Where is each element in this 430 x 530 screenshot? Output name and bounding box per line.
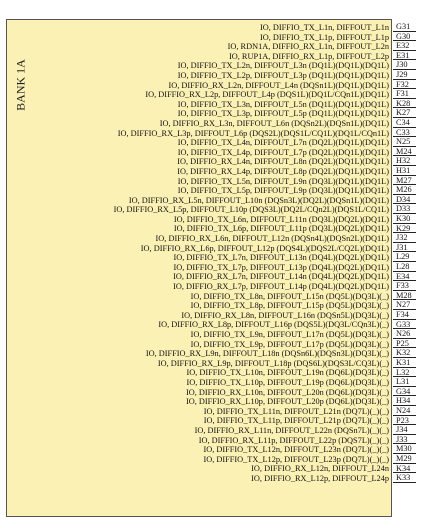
signal-label: IO, DIFFIO_TX_L9n, DIFFOUT_L17n (DQ5L)(DQ3L)(_)	[190, 330, 389, 339]
pin-number: J30	[393, 60, 416, 70]
signal-label: IO, RUP1A, DIFFIO_RX_L1p, DIFFOUT_L2p	[229, 51, 389, 61]
signal-label: IO, DIFFIO_TX_L4n, DIFFOUT_L7n (DQ2L)(DQ1L)(DQ1L)	[177, 138, 389, 148]
pin-number: G33	[393, 320, 416, 330]
signal-label: IO, DIFFIO_TX_L8n, DIFFOUT_L15n (DQ5L)(DQ3L)(_)	[190, 291, 389, 301]
pin-number: G30	[393, 32, 416, 42]
pin-number: K30	[393, 214, 416, 224]
signal-label: IO, DIFFIO_RX_L6n, DIFFOUT_L12n (DQSn4L)(DQSn2L)(DQ1L)	[155, 234, 389, 244]
signal-label: IO, DIFFIO_RX_L12n, DIFFOUT_L24n	[251, 464, 389, 474]
signal-label: IO, DIFFIO_RX_L9n, DIFFOUT_L18n (DQSn6L)(DQSn3L)(DQ3L)(_)	[145, 349, 389, 359]
pin-number: J31	[393, 243, 416, 253]
pin-number: H31	[393, 166, 416, 176]
pin-number: J34	[393, 425, 416, 435]
pin-number: M28	[393, 291, 416, 301]
pin-number: C34	[393, 118, 416, 128]
pin-number: F32	[393, 80, 416, 90]
pin-number: L31	[393, 377, 416, 387]
signal-label: IO, DIFFIO_TX_L7n, DIFFOUT_L13n (DQ4L)(DQ2L)(DQ1L)	[173, 253, 389, 263]
pin-number: H32	[393, 156, 416, 166]
pin-column	[393, 19, 416, 517]
signal-label: IO, DIFFIO_RX_L6p, DIFFOUT_L12p (DQS4L)(DQS2L/CQ2L)(DQ1L)	[140, 243, 389, 253]
pin-number: N27	[393, 300, 416, 310]
signal-label: IO, DIFFIO_TX_L7p, DIFFOUT_L13p (DQ4L)(DQ2L)(DQ1L)	[173, 262, 389, 272]
pin-number: J33	[393, 435, 416, 445]
signal-label: IO, DIFFIO_TX_L1n, DIFFOUT_L1n	[259, 23, 389, 32]
signal-label: IO, DIFFIO_TX_L12p, DIFFOUT_L23p (DQ7L)(_)(_)	[203, 454, 389, 464]
signal-label: IO, DIFFIO_RX_L11n, DIFFOUT_L22n (DQSn7L)(_)(_)	[194, 425, 389, 435]
pin-number: L29	[393, 252, 416, 262]
signal-label: IO, DIFFIO_TX_L11n, DIFFOUT_L21n (DQ7L)(_)(_)	[203, 406, 389, 416]
signal-label: IO, DIFFIO_RX_L7p, DIFFOUT_L14p (DQ4L)(DQ2L)(DQ1L)	[173, 282, 389, 292]
pin-number: M27	[393, 176, 416, 186]
pin-number: J29	[393, 70, 416, 80]
signal-list	[9, 23, 389, 484]
pin-number: F31	[393, 89, 416, 99]
signal-label: IO, DIFFIO_RX_L3n, DIFFOUT_L6n (DQSn2L)(DQSn1L)(DQ1L)	[159, 118, 389, 128]
pin-number: D33	[393, 204, 416, 214]
pin-number: P23	[393, 416, 416, 426]
signal-label: IO, DIFFIO_TX_L6n, DIFFOUT_L11n (DQ3L)(DQ2L)(DQ1L)	[173, 214, 389, 224]
pin-number: C33	[393, 128, 416, 138]
pin-number: M26	[393, 185, 416, 195]
signal-label: IO, DIFFIO_RX_L3p, DIFFOUT_L6p (DQS2L)(DQS1L/CQ1L)(DQ1L/CQn1L)	[117, 128, 389, 138]
pin-number: K29	[393, 224, 416, 234]
pin-number: M29	[393, 454, 416, 464]
signal-label: IO, DIFFIO_RX_L9p, DIFFOUT_L18p (DQS6L)(DQS3L/CQ3L)(_)	[157, 358, 389, 368]
signal-label: IO, DIFFIO_TX_L10n, DIFFOUT_L19n (DQ6L)(DQ3L)(_)	[186, 368, 389, 378]
signal-label: IO, DIFFIO_RX_L10p, DIFFOUT_L20p (DQ6L)(DQ3L)(_)	[185, 397, 389, 407]
signal-label: IO, DIFFIO_TX_L4p, DIFFOUT_L7p (DQ2L)(DQ1L)(DQ1L)	[177, 147, 389, 157]
pin-number: N26	[393, 329, 416, 339]
pin-number: E31	[393, 51, 416, 61]
signal-label: IO, DIFFIO_TX_L6p, DIFFOUT_L11p (DQ3L)(DQ2L)(DQ1L)	[173, 224, 389, 234]
pin-number: G34	[393, 387, 416, 397]
pin-number: D34	[393, 195, 416, 205]
signal-label: IO, DIFFIO_TX_L12n, DIFFOUT_L23n (DQ7L)(_)(_)	[203, 445, 389, 455]
signal-label: IO, DIFFIO_RX_L2n, DIFFOUT_L4n (DQSn1L)(DQ1L)(DQ1L)	[168, 80, 389, 90]
pin-number: N25	[393, 137, 416, 147]
signal-label: IO, DIFFIO_RX_L8p, DIFFOUT_L16p (DQS5L)(DQ3L/CQn3L)(_)	[158, 320, 389, 330]
pin-number: G31	[393, 22, 416, 32]
signal-label: IO, DIFFIO_RX_L5n, DIFFOUT_L10n (DQSn3L)(DQ2L)(DQSn1L)(DQ1L)	[128, 195, 389, 205]
pin-number: M30	[393, 444, 416, 454]
bank-symbol	[6, 19, 392, 517]
pin-number: J32	[393, 233, 416, 243]
signal-label: IO, DIFFIO_RX_L2p, DIFFOUT_L4p (DQS1L)(DQ1L/CQn1L)(DQ1L)	[145, 90, 389, 100]
signal-label: IO, DIFFIO_RX_L12p, DIFFOUT_L24p	[251, 473, 389, 483]
pin-number: L28	[393, 262, 416, 272]
pin-number: P25	[393, 339, 416, 349]
pin-number: N24	[393, 406, 416, 416]
signal-label: IO, DIFFIO_TX_L11p, DIFFOUT_L21p (DQ7L)(_)(_)	[203, 416, 389, 426]
bank-title: BANK 1A	[13, 59, 28, 111]
pin-number: M24	[393, 147, 416, 157]
signal-label: IO, DIFFIO_RX_L11p, DIFFOUT_L22p (DQS7L)(_)(_)	[198, 435, 389, 445]
pin-number: E32	[393, 41, 416, 51]
signal-label: IO, DIFFIO_TX_L5p, DIFFOUT_L9p (DQ3L)(DQ1L)(DQ1L)	[177, 186, 389, 196]
signal-label: IO, DIFFIO_TX_L1p, DIFFOUT_L1p	[259, 32, 389, 42]
pin-number: K34	[393, 464, 416, 474]
pin-number: H34	[393, 396, 416, 406]
pin-number: K28	[393, 99, 416, 109]
pin-number: E34	[393, 272, 416, 282]
signal-label: IO, DIFFIO_RX_L8n, DIFFOUT_L16n (DQSn5L)(DQ3L)(_)	[181, 310, 389, 320]
signal-label: IO, DIFFIO_TX_L5n, DIFFOUT_L9n (DQ3L)(DQ1L)(DQ1L)	[177, 176, 389, 186]
signal-label: IO, DIFFIO_RX_L7n, DIFFOUT_L14n (DQ4L)(DQ2L)(DQ1L)	[173, 272, 389, 282]
pin-number: K32	[393, 348, 416, 358]
signal-label: IO, DIFFIO_TX_L8p, DIFFOUT_L15p (DQ5L)(DQ3L)(_)	[190, 301, 389, 311]
signal-label: IO, DIFFIO_TX_L3n, DIFFOUT_L5n (DQ1L)(DQ1L)(DQ1L)	[177, 99, 389, 109]
pin-number: K33	[393, 473, 416, 483]
signal-label: IO, DIFFIO_TX_L9p, DIFFOUT_L17p (DQ5L)(DQ3L)(_)	[190, 339, 389, 349]
signal-label: IO, DIFFIO_RX_L4n, DIFFOUT_L8n (DQ2L)(DQ1L)(DQ1L)	[177, 157, 389, 167]
pin-number: K27	[393, 108, 416, 118]
pin-number: F33	[393, 281, 416, 291]
signal-label: IO, RDN1A, DIFFIO_RX_L1n, DIFFOUT_L2n	[227, 42, 389, 52]
signal-label: IO, DIFFIO_RX_L4p, DIFFOUT_L8p (DQ2L)(DQ1L)(DQ1L)	[177, 166, 389, 176]
signal-label: IO, DIFFIO_RX_L5p, DIFFOUT_L10p (DQS3L)(DQ2L/CQn2L)(DQS1L/CQ1L)	[113, 205, 389, 215]
pin-number: L32	[393, 368, 416, 378]
pin-number: K31	[393, 358, 416, 368]
signal-label: IO, DIFFIO_TX_L10p, DIFFOUT_L19p (DQ6L)(DQ3L)(_)	[186, 377, 389, 387]
signal-label: IO, DIFFIO_TX_L2n, DIFFOUT_L3n (DQ1L)(DQ1L)(DQ1L)	[177, 61, 389, 71]
pin-number: F34	[393, 310, 416, 320]
signal-label: IO, DIFFIO_TX_L2p, DIFFOUT_L3p (DQ1L)(DQ1L)(DQ1L)	[177, 70, 389, 80]
signal-label: IO, DIFFIO_RX_L10n, DIFFOUT_L20n (DQ6L)(DQ3L)(_)	[185, 387, 389, 397]
signal-label: IO, DIFFIO_TX_L3p, DIFFOUT_L5p (DQ1L)(DQ1L)(DQ1L)	[177, 109, 389, 119]
